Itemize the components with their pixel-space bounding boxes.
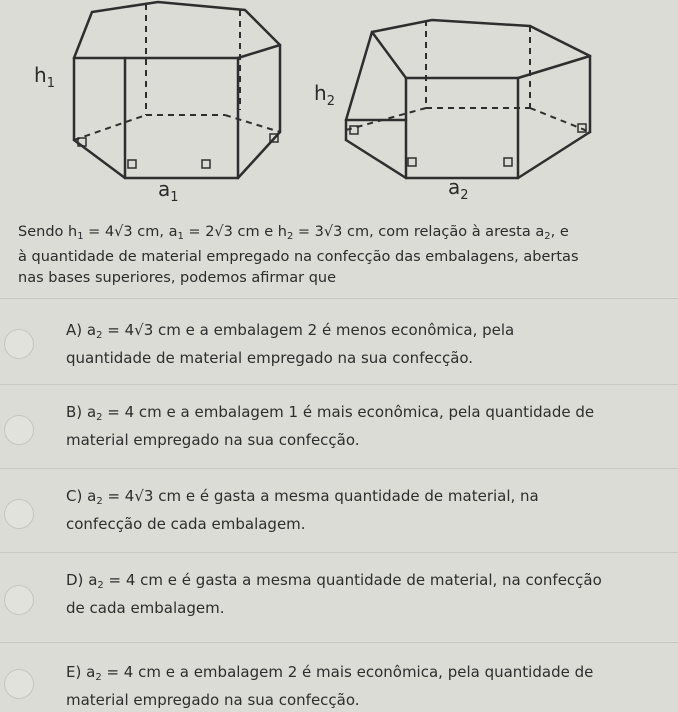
- radio-a[interactable]: [4, 329, 34, 359]
- h1-label: $h_1$: [34, 63, 55, 91]
- option-c[interactable]: [0, 468, 678, 553]
- figures-area: [0, 0, 678, 215]
- option-a[interactable]: [0, 298, 678, 385]
- hexagonal-prism-1-figure: [30, 0, 300, 210]
- question-stem: [18, 222, 668, 289]
- option-b[interactable]: [0, 384, 678, 469]
- radio-c[interactable]: [4, 499, 34, 529]
- option-c-text: C) $a_2 = 4√3$ cm e é gasta a mesma quantidade de material, na confecção de cada embalagem.: [66, 487, 539, 533]
- option-d-text: D) $a_2 = 4$ cm e é gasta a mesma quantidade de material, na confecção de cada embalagem.: [66, 571, 602, 617]
- radio-d[interactable]: [4, 585, 34, 615]
- radio-e[interactable]: [4, 669, 34, 699]
- h2-label: $h_2$: [314, 81, 335, 109]
- option-e[interactable]: [0, 642, 678, 712]
- a2-label: $a_2$: [448, 175, 469, 203]
- stem-line-2: à quantidade de material empregado na confecção das embalagens, abertas: [18, 249, 579, 265]
- option-a-text: A) $a_2 = 4√3$ cm e a embalagem 2 é menos econômica, pela quantidade de material empregado na sua confecção.: [66, 321, 515, 367]
- option-d[interactable]: [0, 552, 678, 643]
- hexagonal-prism-2-figure: [308, 0, 608, 210]
- radio-b[interactable]: [4, 415, 34, 445]
- stem-line-3: nas bases superiores, podemos afirmar que: [18, 270, 337, 286]
- option-b-text: B) $a_2 = 4$ cm e a embalagem 1 é mais econômica, pela quantidade de material empregado na sua confecção.: [66, 403, 595, 449]
- stem-line-1: Sendo $h_1 = 4√3$ cm, $a_1 = 2√3$ cm e $h_2 = 3√3$ cm, com relação à aresta $a_2$, e: [18, 224, 569, 242]
- option-e-text: E) $a_2 = 4$ cm e a embalagem 2 é mais econômica, pela quantidade de material empregado na sua confecção.: [66, 663, 594, 709]
- a1-label: $a_1$: [158, 177, 179, 205]
